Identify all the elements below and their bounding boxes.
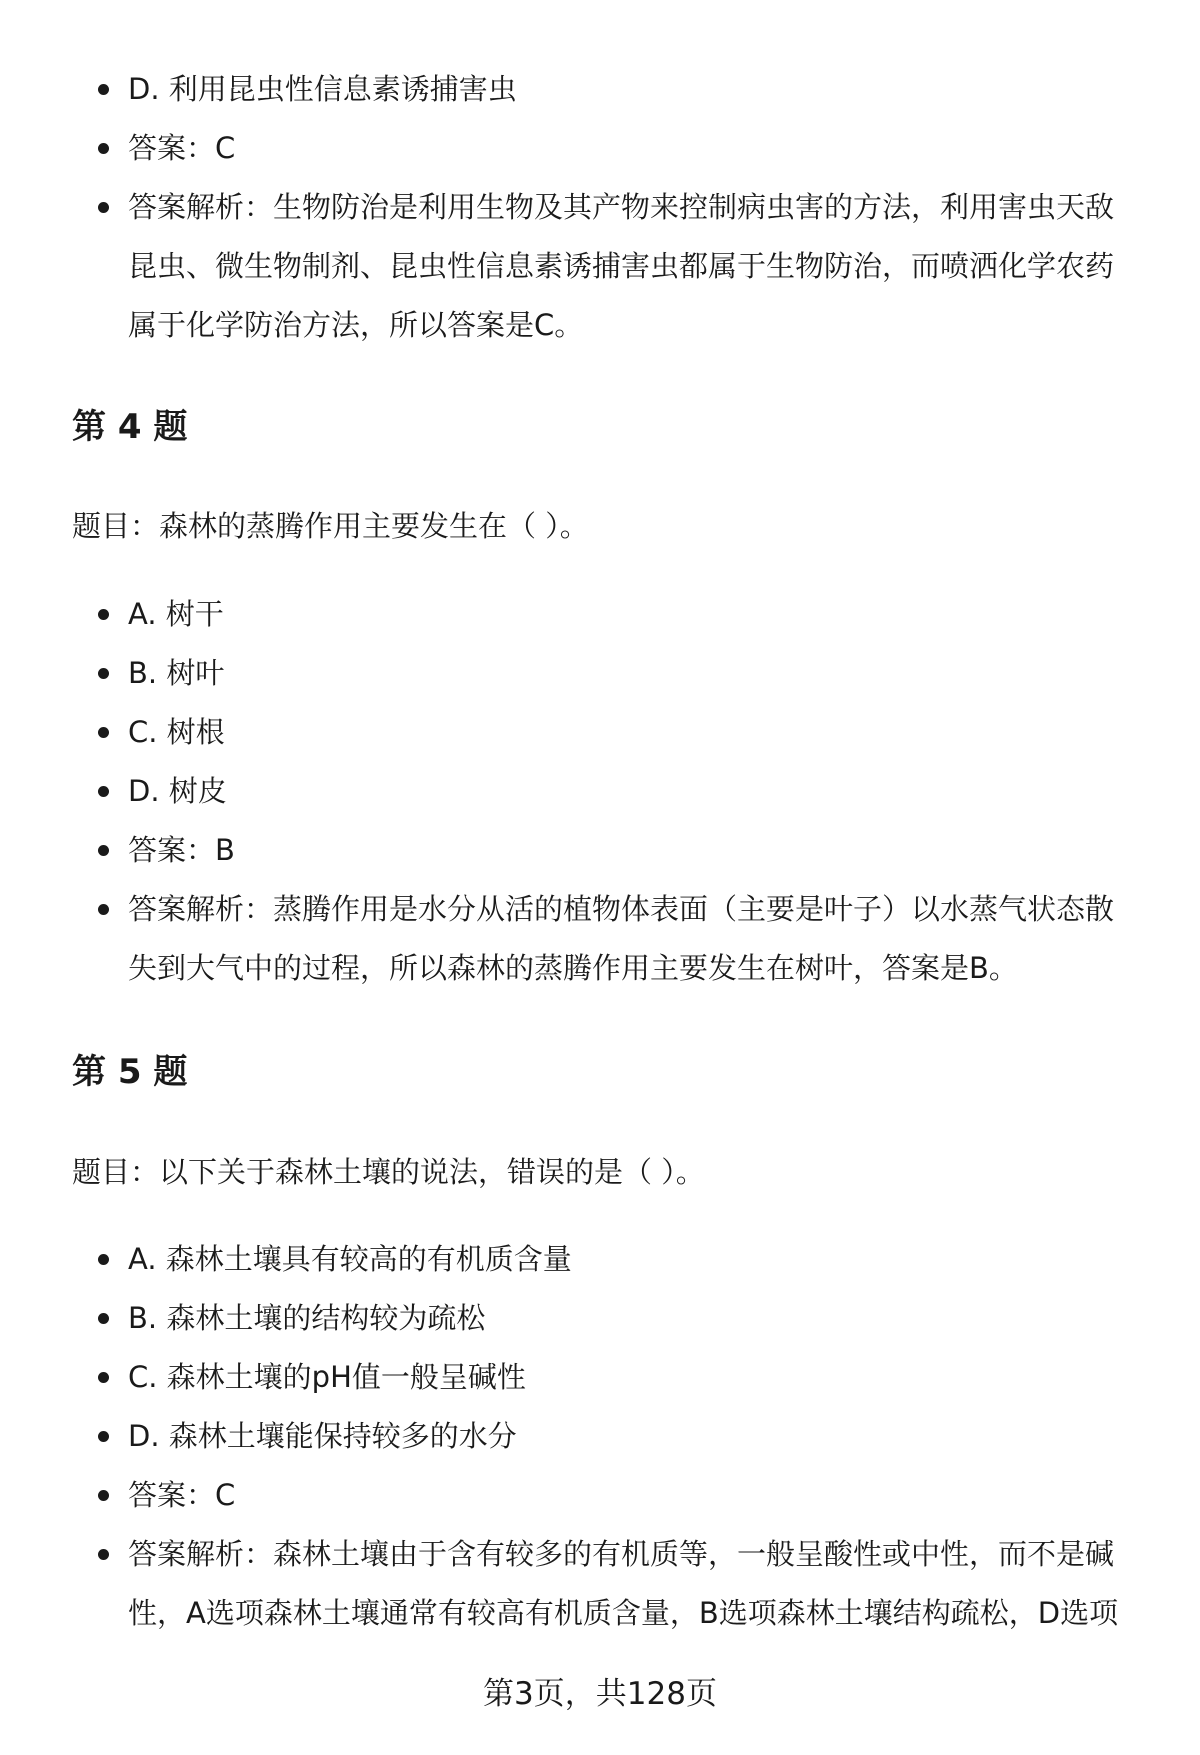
- list-item: B. 树叶: [0, 644, 1200, 703]
- question-5-heading: 第 5 题: [72, 1052, 188, 1092]
- question-4-stem: 题目：森林的蒸腾作用主要发生在（ ）。: [72, 509, 589, 543]
- list-item: 答案：B: [0, 821, 1200, 880]
- question-5-options: [0, 1230, 1200, 1643]
- list-item: 答案解析：蒸腾作用是水分从活的植物体表面（主要是叶子）以水蒸气状态散失到大气中的过程，所以森林的蒸腾作用主要发生在树叶，答案是B。: [0, 880, 1200, 998]
- list-item: 答案：C: [0, 1466, 1200, 1525]
- question-4-options: [0, 585, 1200, 998]
- list-item: D. 树皮: [0, 762, 1200, 821]
- list-item: D. 森林土壤能保持较多的水分: [0, 1407, 1200, 1466]
- list-item: D. 利用昆虫性信息素诱捕害虫: [0, 60, 1200, 119]
- question-4-heading: 第 4 题: [72, 407, 188, 447]
- list-item: A. 森林土壤具有较高的有机质含量: [0, 1230, 1200, 1289]
- q3-tail-list: [0, 60, 1200, 355]
- list-item: 答案：C: [0, 119, 1200, 178]
- list-item: A. 树干: [0, 585, 1200, 644]
- list-item: C. 树根: [0, 703, 1200, 762]
- list-item: B. 森林土壤的结构较为疏松: [0, 1289, 1200, 1348]
- list-item: 答案解析：森林土壤由于含有较多的有机质等，一般呈酸性或中性，而不是碱性，A选项森林土壤通常有较高有机质含量，B选项森林土壤结构疏松，D选项: [0, 1525, 1200, 1643]
- page-number: 第3页，共128页: [483, 1676, 717, 1712]
- question-5-stem: 题目：以下关于森林土壤的说法，错误的是（ ）。: [72, 1155, 705, 1189]
- list-item: 答案解析：生物防治是利用生物及其产物来控制病虫害的方法，利用害虫天敌昆虫、微生物制剂、昆虫性信息素诱捕害虫都属于生物防治，而喷洒化学农药属于化学防治方法，所以答案是C。: [0, 178, 1200, 355]
- list-item: C. 森林土壤的pH值一般呈碱性: [0, 1348, 1200, 1407]
